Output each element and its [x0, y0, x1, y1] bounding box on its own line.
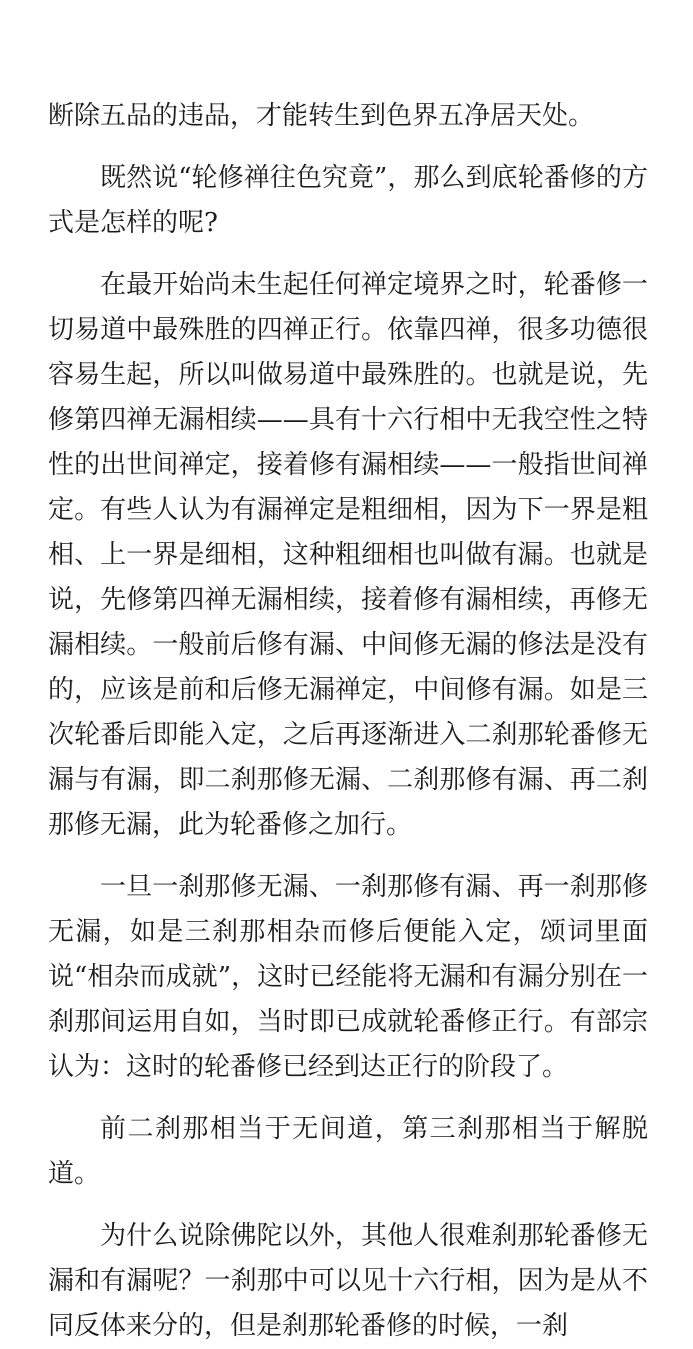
paragraph-5: 前二刹那相当于无间道，第三刹那相当于解脱道。: [48, 1114, 648, 1189]
paragraph-4: 一旦一刹那修无漏、一刹那修有漏、再一刹那修无漏，如是三刹那相杂而修后便能入定，颂词里面说“相杂而成就”，这时已经能将无漏和有漏分别在一刹那间运用自如，当时即已成就轮番修正行。有部宗认为：这时的轮番修已经到达正行的阶段了。: [48, 872, 648, 1082]
paragraph-6: 为什么说除佛陀以外，其他人很难刹那轮番修无漏和有漏呢？一刹那中可以见十六行相，因为是从不同反体来分的，但是刹那轮番修的时候，一刹: [48, 1221, 648, 1341]
paragraph-1: 断除五品的违品，才能转生到色界五净居天处。: [48, 101, 595, 131]
book-page: [48, 94, 648, 1349]
paragraph-2: 既然说“轮修禅往色究竟”，那么到底轮番修的方式是怎样的呢?: [48, 163, 648, 238]
paragraph-3: 在最开始尚未生起任何禅定境界之时，轮番修一切易道中最殊胜的四禅正行。依靠四禅，很多功德很容易生起，所以叫做易道中最殊胜的。也就是说，先修第四禅无漏相续——具有十六行相中无我空性之特性的出世间禅定，接着修有漏相续——一般指世间禅定。有些人认为有漏禅定是粗细相，因为下一界是粗相、上一界是细相，这种粗细相也叫做有漏。也就是说，先修第四禅无漏相续，接着修有漏相续，再修无漏相续。一般前后修有漏、中间修无漏的修法是没有的，应该是前和后修无漏禅定，中间修有漏。如是三次轮番后即能入定，之后再逐渐进入二刹那轮番修无漏与有漏，即二刹那修无漏、二刹那修有漏、再二刹那修无漏，此为轮番修之加行。: [48, 270, 648, 840]
